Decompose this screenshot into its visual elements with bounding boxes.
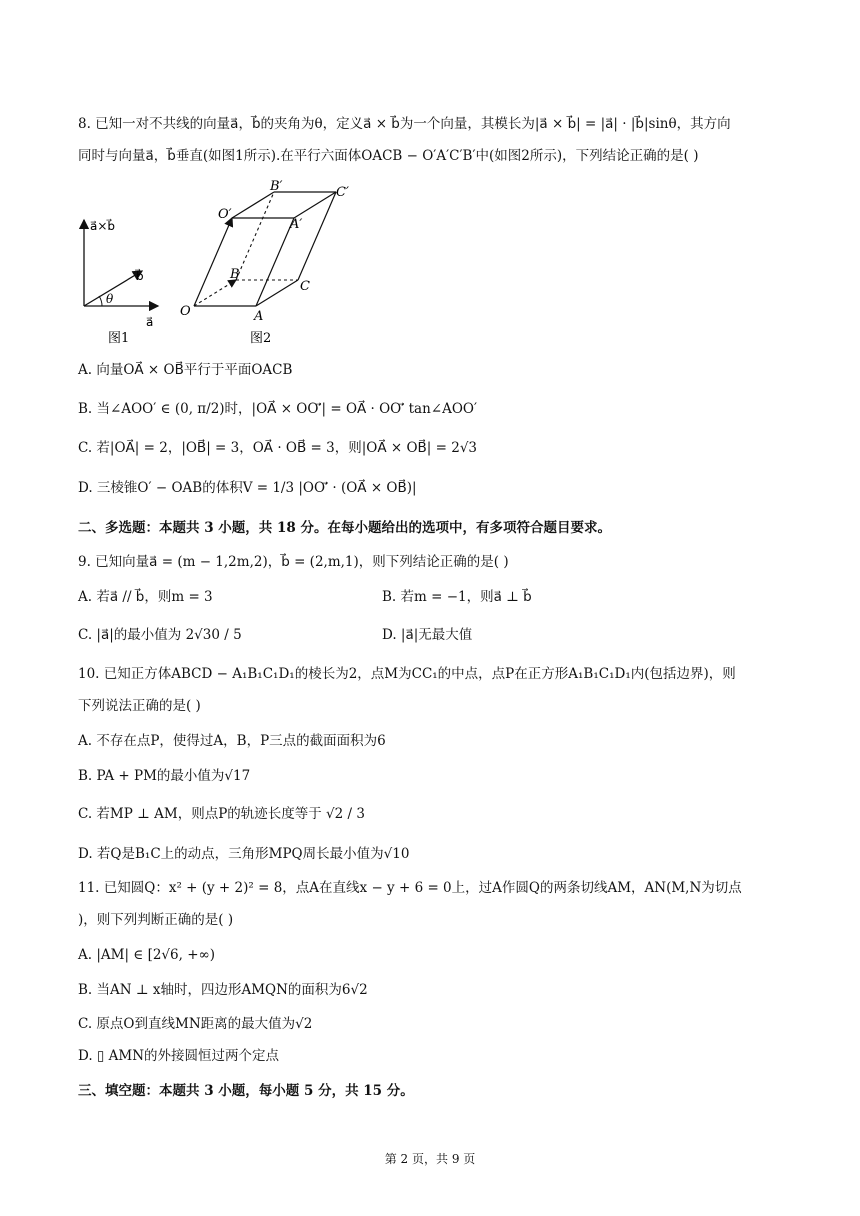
section3-heading: 三、填空题：本题共 3 小题，每小题 5 分，共 15 分。 [78,1083,414,1099]
q9-option-b: B. 若m = −1，则a⃗ ⊥ b⃗ [382,589,532,605]
fig2-label-C: C [300,279,310,294]
fig2-label-O: O [180,304,191,319]
q11-option-b: B. 当AN ⊥ x轴时，四边形AMQN的面积为6√2 [78,982,368,998]
q11-option-a: A. |AM| ∈ [2√6, +∞) [78,947,216,963]
q11-option-d: D. ▯ AMN的外接圆恒过两个定点 [78,1048,280,1064]
fig1-caption: 图1 [108,331,130,346]
q10-stem-line2: 下列说法正确的是( ) [78,698,201,714]
q8-stem-line1: 8. 已知一对不共线的向量a⃗，b⃗的夹角为θ，定义a⃗ × b⃗为一个向量，其模长为|a⃗ × b⃗| = |a⃗| · |b⃗|sinθ，其方向 [78,116,731,132]
q11-stem-line2: )，则下列判断正确的是( ) [78,912,234,928]
q8-option-b: B. 当∠AOO′ ∈ (0, π/2)时，|OA⃗ × OO′⃗| = OA⃗ · OO′⃗ tan∠AOO′ [78,401,478,417]
q10-option-b: B. PA + PM的最小值为√17 [78,768,251,784]
q10-option-d: D. 若Q是B₁C上的动点，三角形MPQ周长最小值为√10 [78,846,410,862]
fig2-label-Cp: C′ [336,185,349,200]
q8-option-c: C. 若|OA⃗| = 2，|OB⃗| = 3，OA⃗ · OB⃗ = 3，则|OA⃗ × OB⃗| = 2√3 [78,440,478,456]
page-footer: 第 2 页，共 9 页 [384,1152,476,1166]
figure1 [84,218,158,346]
fig2-label-Bp: B′ [270,179,283,194]
fig2-label-Op: O′ [218,207,232,222]
figure2 [180,179,349,346]
q11-stem-line1: 11. 已知圆Q：x² + (y + 2)² = 8，点A在直线x − y + 6 = 0上，过A作圆Q的两条切线AM，AN(M,N为切点 [78,880,742,896]
q8-stem-line2: 同时与向量a⃗，b⃗垂直(如图1所示).在平行六面体OACB − O′A′C′B′中(如图2所示)，下列结论正确的是( ) [78,148,699,164]
q9-option-d: D. |a⃗|无最大值 [382,627,473,643]
q8-option-d: D. 三棱锥O′ − OAB的体积V = 1/3 |OO′⃗ · (OA⃗ × OB⃗)| [78,480,417,496]
fig1-label-theta: θ [106,292,114,306]
q9-option-c: C. |a⃗|的最小值为 2√30 / 5 [78,627,242,643]
fig2-label-Ap: A′ [290,217,303,232]
fig1-label-a: a⃗ [146,315,154,329]
q10-stem-line1: 10. 已知正方体ABCD − A₁B₁C₁D₁的棱长为2，点M为CC₁的中点，点P在正方形A₁B₁C₁D₁内(包括边界)，则 [78,666,736,682]
q8-option-a: A. 向量OA⃗ × OB⃗平行于平面OACB [78,362,293,378]
q9-option-a: A. 若a⃗ // b⃗，则m = 3 [78,589,213,605]
fig2-caption: 图2 [250,331,272,346]
fig2-label-B: B [230,267,240,282]
q11-option-c: C. 原点O到直线MN距离的最大值为√2 [78,1016,313,1032]
q8-figures-svg [70,176,370,346]
fig1-label-b: b⃗ [136,269,144,283]
q8-figures [70,176,370,346]
q10-option-c: C. 若MP ⊥ AM，则点P的轨迹长度等于 √2 / 3 [78,806,365,822]
q9-stem: 9. 已知向量a⃗ = (m − 1,2m,2)，b⃗ = (2,m,1)，则下列结论正确的是( ) [78,554,509,570]
fig1-label-axb: a⃗×b⃗ [90,219,116,233]
fig2-label-A: A [254,309,264,324]
q10-option-a: A. 不存在点P，使得过A，B，P三点的截面面积为6 [78,733,386,749]
section2-heading: 二、多选题：本题共 3 小题，共 18 分。在每小题给出的选项中，有多项符合题目要求。 [78,520,611,536]
